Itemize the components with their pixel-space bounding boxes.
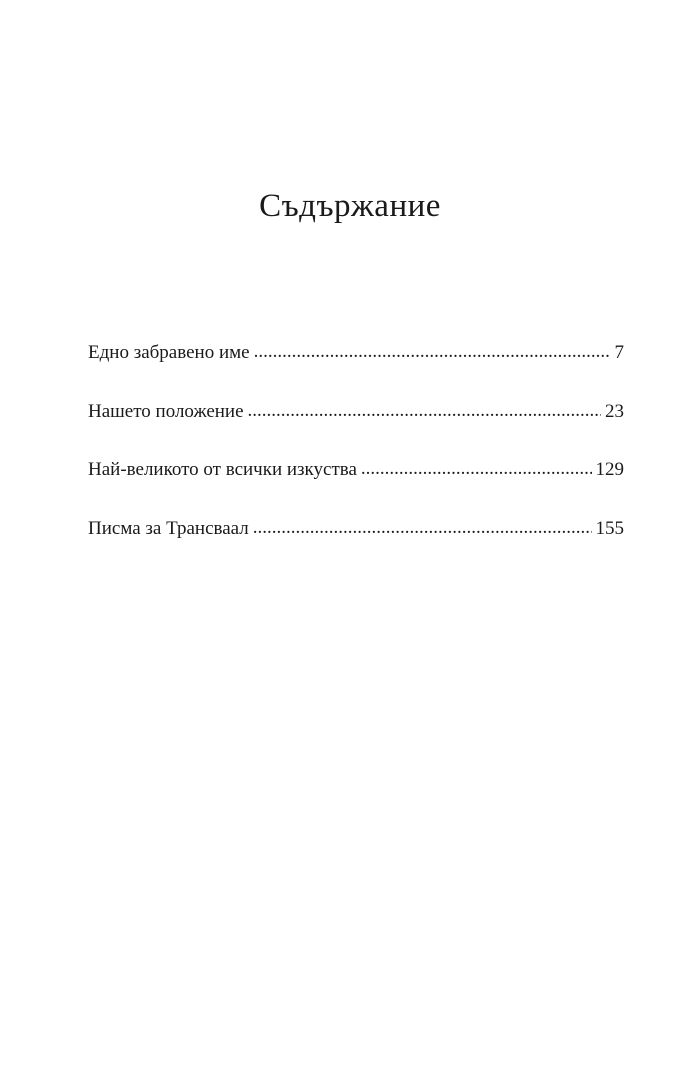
toc-entry-title: Нашето положение xyxy=(88,400,244,422)
toc-entry-title: Най-великото от всички изкуства xyxy=(88,459,357,480)
toc-entry-page: 129 xyxy=(595,459,624,480)
toc-entry[interactable] xyxy=(88,457,624,516)
toc-entry[interactable] xyxy=(88,516,624,575)
page-title: Съдържание xyxy=(259,188,441,224)
dot-leader xyxy=(248,398,601,424)
toc-entry-page: 23 xyxy=(605,400,624,422)
toc-entry-title: Писма за Трансваал xyxy=(88,517,249,539)
toc-entry[interactable] xyxy=(88,340,624,399)
dot-leader xyxy=(254,339,611,365)
toc-entry-page: 7 xyxy=(614,342,624,363)
table-of-contents xyxy=(88,340,624,574)
toc-entry-title: Едно забравено име xyxy=(88,342,250,363)
dot-leader xyxy=(361,456,592,482)
dot-leader xyxy=(253,515,592,541)
toc-entry[interactable] xyxy=(88,399,624,458)
toc-entry-page: 155 xyxy=(595,517,624,539)
